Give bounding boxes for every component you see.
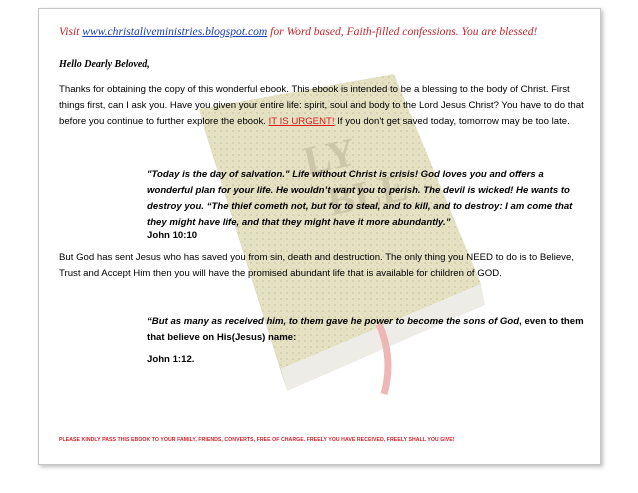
header-suffix: for Word based, Faith-filled confessions. You are blessed! bbox=[267, 25, 538, 38]
scripture-quote-1: "Today is the day of salvation." Life without Christ is crisis! God loves you and offers a wonderful plan for your life. He wouldn’t want you to perish. The devil is wicked! He wants to destroy you. “The thief cometh not, but for to steal, and to kill, and to destroy: I am come that they might have life, and that they might have it more abundantly.” bbox=[147, 169, 573, 228]
quote2-normal: , even to them that believe on His(Jesus) name: bbox=[147, 316, 584, 343]
greeting: Hello Dearly Beloved, bbox=[59, 59, 150, 70]
intro-after: If you don't get saved today, tomorrow may be too late. bbox=[334, 116, 570, 127]
svg-text:LY: LY bbox=[299, 128, 360, 184]
scripture-ref-2: John 1:12. bbox=[147, 354, 195, 365]
svg-text:BLE: BLE bbox=[323, 163, 412, 225]
scripture-quote-2 bbox=[147, 314, 592, 346]
header-prefix: Visit bbox=[59, 25, 83, 38]
header-banner bbox=[59, 25, 589, 38]
blog-link[interactable]: www.christaliveministries.blogspot.com bbox=[82, 25, 268, 38]
ebook-page bbox=[38, 8, 601, 465]
intro-paragraph bbox=[59, 82, 591, 130]
scripture-ref-1: John 10:10 bbox=[147, 230, 198, 241]
footer-note: PLEASE KINDLY PASS THIS EBOOK TO YOUR FAMILY, FRIENDS, CONVERTS, FREE OF CHARGE. FREELY YOU HAVE RECEIVED, FREELY SHALL YOU GIVE! bbox=[59, 437, 455, 443]
intro-text: Thanks for obtaining the copy of this wonderful ebook. This ebook is intended to be a blessing to the body of Christ. First things first, can I ask you. Have you given your entire life: spirit, soul and body to the Lord Jesus Christ? You have to do that before you continue to further explore the ebook. bbox=[59, 84, 584, 127]
body-paragraph: But God has sent Jesus who has saved you from sin, death and destruction. The only thing you NEED to do is to Believe, Trust and Accept Him then you will have the promised abundant life that is available for children of GOD. bbox=[59, 252, 574, 279]
urgent-text: IT IS URGENT! bbox=[268, 116, 335, 127]
quote2-italic: “But as many as received him, to them gave he power to become the sons of God bbox=[147, 316, 520, 327]
